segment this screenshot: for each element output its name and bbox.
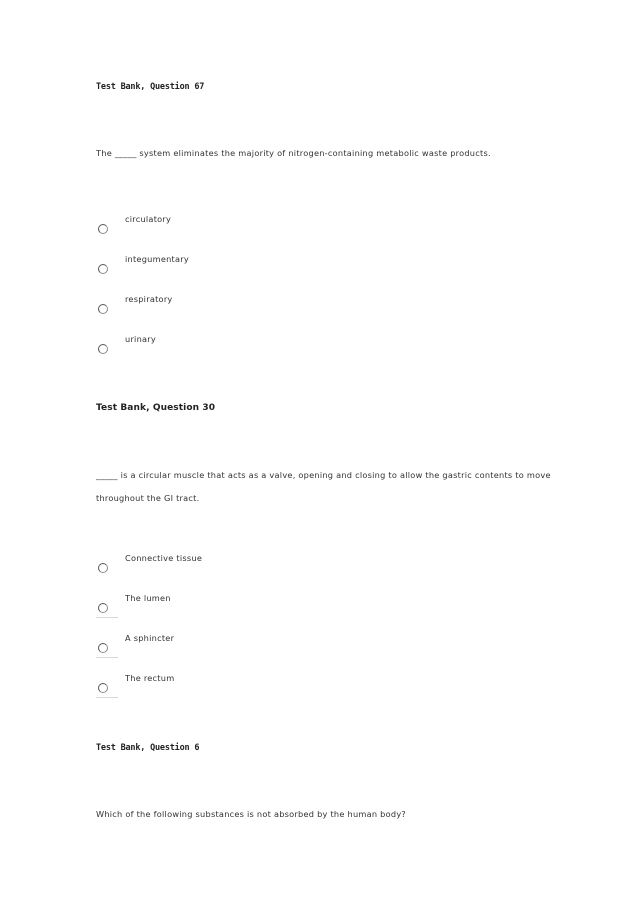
question-67-heading: Test Bank, Question 67 xyxy=(96,82,205,92)
divider xyxy=(96,657,118,658)
option-label: The rectum xyxy=(125,673,175,683)
option-label: respiratory xyxy=(125,294,173,304)
question-67-option-respiratory[interactable] xyxy=(96,294,396,321)
option-label: circulatory xyxy=(125,214,172,224)
radio-button[interactable] xyxy=(98,643,108,653)
question-67-option-urinary[interactable] xyxy=(96,334,396,361)
question-67-option-integumentary[interactable] xyxy=(96,254,396,281)
radio-button[interactable] xyxy=(98,344,108,354)
radio-button[interactable] xyxy=(98,224,108,234)
question-30-option-a-sphincter[interactable] xyxy=(96,633,396,660)
radio-button[interactable] xyxy=(98,563,108,573)
radio-button[interactable] xyxy=(98,304,108,314)
radio-button[interactable] xyxy=(98,264,108,274)
question-6-heading: Test Bank, Question 6 xyxy=(96,743,200,753)
radio-button[interactable] xyxy=(98,683,108,693)
option-label: A sphincter xyxy=(125,633,175,643)
option-label: Connective tissue xyxy=(125,553,203,563)
divider xyxy=(96,697,118,698)
radio-button[interactable] xyxy=(98,603,108,613)
option-label: urinary xyxy=(125,334,156,344)
option-label: The lumen xyxy=(125,593,171,603)
question-30-text: _____ is a circular muscle that acts as a valve, opening and closing to allow the gastric contents to move throughout the GI tract. xyxy=(96,470,551,503)
question-67-option-circulatory[interactable] xyxy=(96,214,396,241)
question-30-option-the-rectum[interactable] xyxy=(96,673,396,700)
option-label: integumentary xyxy=(125,254,189,264)
divider xyxy=(96,617,118,618)
question-6-text: Which of the following substances is not absorbed by the human body? xyxy=(96,809,407,819)
question-30-option-connective-tissue[interactable] xyxy=(96,553,396,580)
question-30-heading: Test Bank, Question 30 xyxy=(96,403,216,413)
question-30-option-the-lumen[interactable] xyxy=(96,593,396,620)
question-67-text: The _____ system eliminates the majority of nitrogen-containing metabolic waste products. xyxy=(96,148,491,158)
